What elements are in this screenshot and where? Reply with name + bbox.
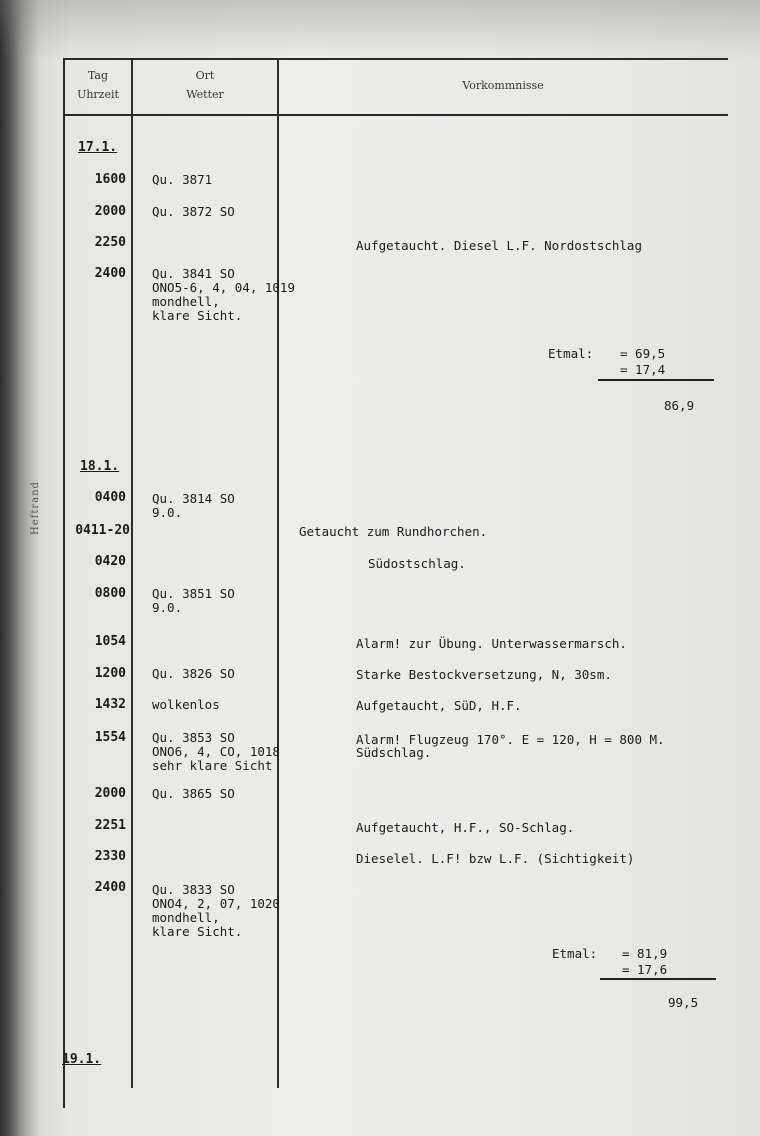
entry-event: Aufgetaucht, SüD, H.F. — [356, 698, 522, 713]
entry-place: Qu. 3853 SO ONO6, 4, CO, 1018 sehr klare Sicht — [152, 730, 280, 773]
entry-place: Qu. 3865 SO — [152, 786, 235, 801]
entry-time: 2400 — [94, 880, 126, 895]
entry-time: 0411-20 — [75, 523, 130, 538]
entry-time: 0800 — [94, 586, 126, 601]
table-top-rule — [64, 58, 728, 60]
entry-place: Qu. 3841 SO ONO5-6, 4, 04, 1019 mondhell, klare Sicht. — [152, 266, 295, 323]
header-time-label: Uhrzeit — [77, 88, 119, 101]
entry-event: Alarm! Flugzeug 170°. E = 120, H = 800 M. Südschlag. — [356, 732, 665, 760]
entry-place: Qu. 3833 SO ONO4, 2, 07, 1020 mondhell, klare Sicht. — [152, 882, 280, 939]
sum-rule — [598, 379, 714, 381]
daily-run-value-1: = 81,9 — [622, 946, 668, 961]
entry-time: 1554 — [94, 730, 126, 745]
entry-time: 2000 — [94, 204, 126, 219]
header-weather-label: Wetter — [186, 88, 224, 101]
entry-event: Getaucht zum Rundhorchen. — [299, 524, 488, 539]
entry-event: Alarm! zur Übung. Unterwassermarsch. — [356, 636, 627, 651]
entry-time: 1432 — [94, 697, 126, 712]
entry-place: Qu. 3871 — [152, 172, 213, 187]
entry-time: 2400 — [94, 266, 126, 281]
daily-run-value-2: = 17,6 — [622, 962, 668, 977]
daily-run-label: Etmal: — [548, 346, 594, 361]
entry-place: Qu. 3826 SO — [152, 666, 235, 681]
binding-margin-label: Heftrand — [30, 481, 41, 535]
daily-run-total: 99,5 — [668, 995, 699, 1010]
entry-time: 0420 — [94, 554, 126, 569]
daily-run-value-2: = 17,4 — [620, 362, 666, 377]
entry-event: Südostschlag. — [368, 556, 466, 571]
daily-run-value-1: = 69,5 — [620, 346, 666, 361]
entry-time: 1600 — [94, 172, 126, 187]
table-header-rule — [64, 114, 728, 116]
entry-event: Aufgetaucht. Diesel L.F. Nordostschlag — [356, 238, 642, 253]
entry-place: Qu. 3814 SO 9.0. — [152, 491, 235, 520]
page-shadow — [0, 0, 760, 60]
entry-event: Aufgetaucht, H.F., SO-Schlag. — [356, 820, 575, 835]
daily-run-total: 86,9 — [664, 398, 695, 413]
entry-time: 2250 — [94, 235, 126, 250]
table-left-border — [63, 58, 65, 1108]
entry-time: 1054 — [94, 634, 126, 649]
entry-time: 2251 — [94, 818, 126, 833]
column-divider-1 — [131, 58, 133, 1088]
entry-event: Dieselel. L.F! bzw L.F. (Sichtigkeit) — [356, 851, 635, 866]
header-day-label: Tag — [87, 69, 109, 82]
entry-time: 0400 — [94, 490, 126, 505]
header-place-label: Ort — [195, 69, 215, 82]
header-day-time — [66, 66, 130, 104]
date-heading: 17.1. — [78, 140, 118, 155]
daily-run-label: Etmal: — [552, 946, 598, 961]
entry-time: 1200 — [94, 666, 126, 681]
entry-time: 2000 — [94, 786, 126, 801]
entry-place: Qu. 3851 SO 9.0. — [152, 586, 235, 615]
entry-place: Qu. 3872 SO — [152, 204, 235, 219]
entry-place: wolkenlos — [152, 697, 220, 712]
header-place-weather — [134, 66, 276, 104]
header-events: Vorkommnisse — [462, 79, 544, 92]
sum-rule — [600, 978, 716, 980]
date-heading: 19.1. — [62, 1052, 102, 1067]
date-heading: 18.1. — [80, 459, 120, 474]
entry-time: 2330 — [94, 849, 126, 864]
entry-event: Starke Bestockversetzung, N, 30sm. — [356, 667, 612, 682]
